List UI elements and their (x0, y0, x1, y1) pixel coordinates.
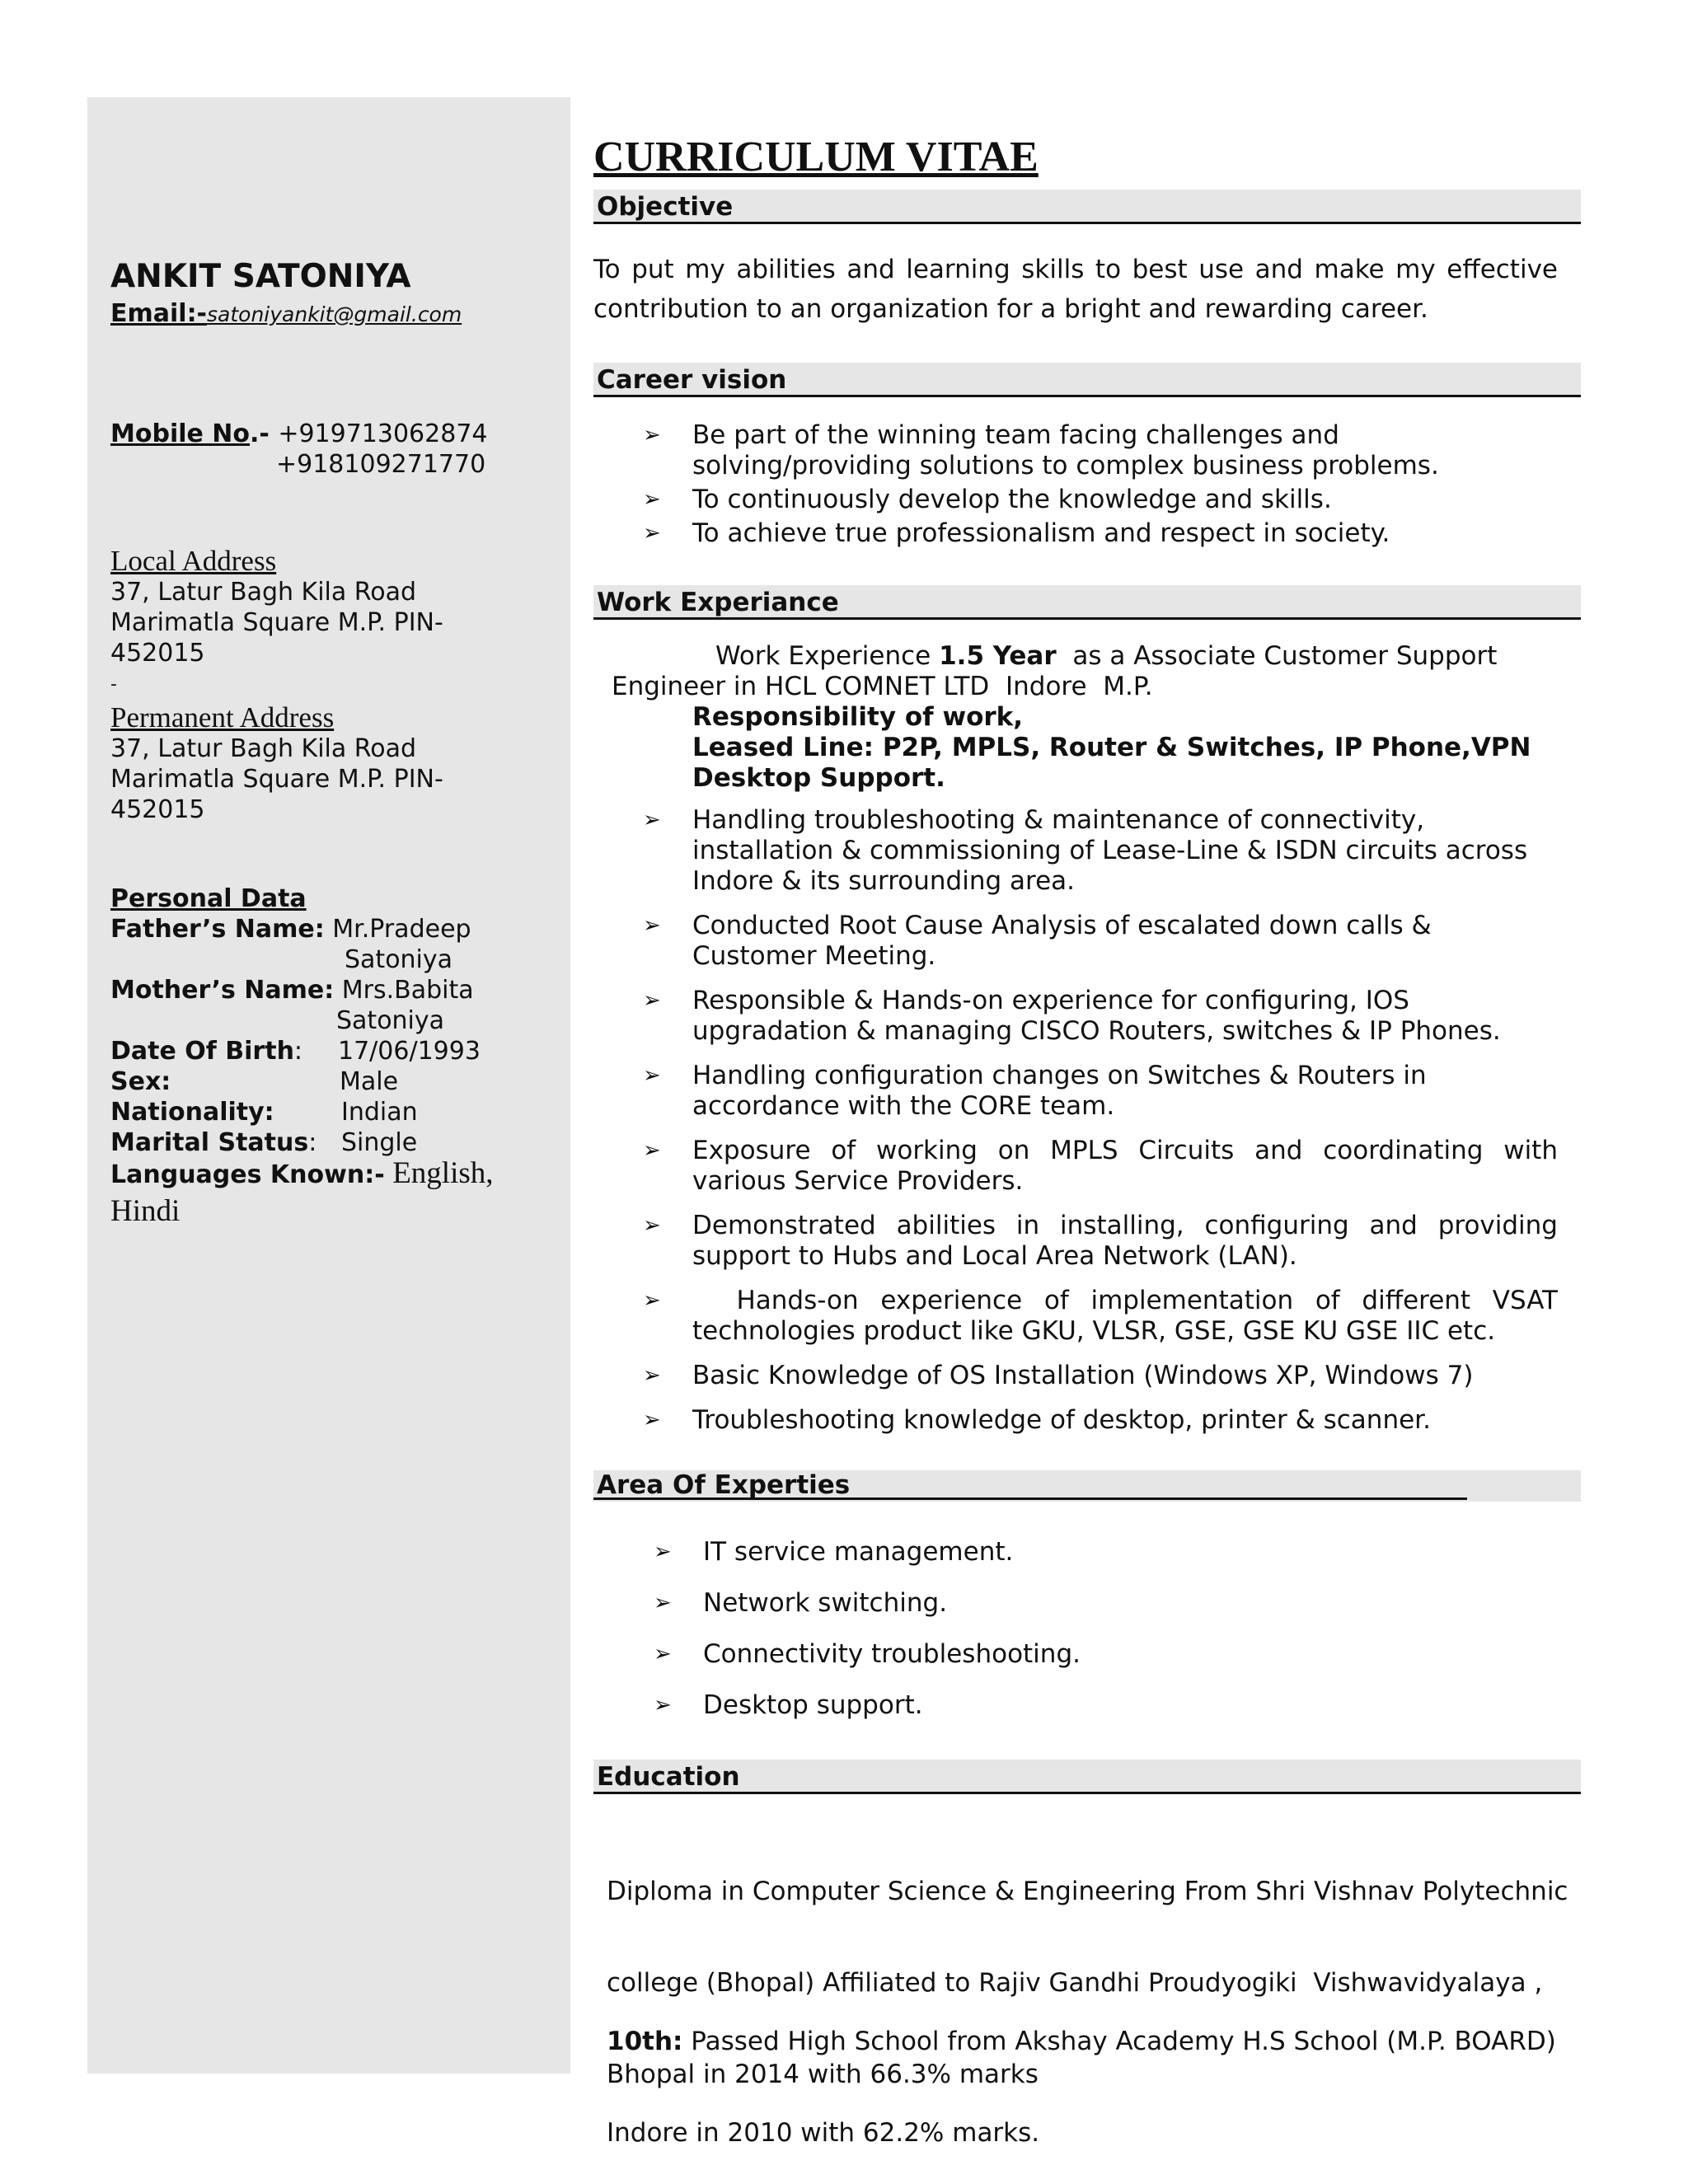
personal-data-heading: Personal Data (110, 884, 307, 913)
list-item-text: Handling configuration changes on Switches & Routers in accordance with the CORE team. (692, 1061, 1427, 1121)
list-item-text: Conducted Root Cause Analysis of escalated down calls & Customer Meeting. (692, 911, 1432, 971)
languages-label: Languages Known:- (110, 1160, 385, 1189)
list-item (643, 1286, 1566, 1347)
arrow-bullet-icon: ➢ (643, 988, 661, 1013)
fathers-name-row (110, 914, 471, 944)
arrow-bullet-icon: ➢ (643, 1213, 661, 1238)
education-line: Diploma in Computer Science & Engineering From Shri Vishnav Polytechnic (607, 1877, 1568, 1906)
permanent-address-line: 37, Latur Bagh Kila Road (110, 734, 417, 763)
list-item (643, 420, 1558, 481)
permanent-address-line: Marimatla Square M.P. PIN- (110, 765, 443, 794)
local-address-line: 452015 (110, 639, 205, 668)
page-title: CURRICULUM VITAE (593, 134, 1039, 180)
list-item (643, 805, 1558, 897)
list-item (643, 1405, 1558, 1436)
arrow-bullet-icon: ➢ (643, 913, 661, 938)
email-value[interactable]: satoniyankit@gmail.com (207, 302, 462, 326)
list-item (643, 485, 1558, 515)
list-item (643, 911, 1558, 972)
list-item-text: Demonstrated abilities in installing, configuring and providing support to Hubs and Local Area Network (LAN). (692, 1211, 1558, 1271)
expertise-heading-wrap (593, 1470, 1467, 1500)
local-address-line: Marimatla Square M.P. PIN- (110, 608, 443, 637)
list-item-text: Responsible & Hands-on experience for configuring, IOS upgradation & managing CISCO Routers, switches & IP Phones. (692, 986, 1501, 1046)
work-intro-c: as a Associate Customer Support (1056, 641, 1498, 671)
mobile-block (110, 419, 488, 449)
education-line: Bhopal in 2014 with 66.3% marks (607, 2060, 1039, 2089)
objective-line: To put my abilities and learning skills to best use and make my effective (593, 255, 1558, 284)
arrow-bullet-icon: ➢ (643, 1408, 661, 1432)
email-line (110, 298, 462, 330)
list-item (643, 986, 1558, 1047)
languages-value-2: Hindi (110, 1194, 181, 1228)
mobile-number-1: +919713062874 (278, 419, 488, 448)
dob-row (110, 1036, 302, 1066)
education-line: college (Bhopal) Affiliated to Rajiv Gandhi Proudyogiki Vishwavidyalaya , (607, 1968, 1543, 1998)
responsibility-heading: Responsibility of work, (692, 702, 1024, 732)
arrow-bullet-icon: ➢ (643, 1288, 661, 1313)
marital-row (110, 1127, 316, 1158)
candidate-name: ANKIT SATONIYA (110, 258, 411, 295)
permanent-address-heading: Permanent Address (110, 701, 335, 733)
list-item-text: Connectivity troubleshooting. (703, 1639, 1081, 1669)
arrow-bullet-icon: ➢ (643, 1363, 661, 1388)
dob-label: Date Of Birth (110, 1037, 294, 1066)
list-item-text: Be part of the winning team facing challenges and solving/providing solutions to complex business problems. (692, 420, 1439, 480)
list-item (643, 1361, 1558, 1391)
mothers-name-value: Mrs.Babita (341, 976, 474, 1005)
marital-sep: : (308, 1128, 317, 1157)
mothers-name-value-2: Satoniya (336, 1006, 445, 1035)
objective-text (593, 250, 1558, 329)
arrow-bullet-icon: ➢ (643, 1138, 661, 1163)
mobile-sep: .- (250, 419, 279, 448)
career-vision-heading: Career vision (593, 363, 1581, 397)
arrow-bullet-icon: ➢ (654, 1591, 672, 1615)
arrow-bullet-icon: ➢ (643, 521, 661, 546)
list-item-text: To achieve true professionalism and respect in society. (692, 518, 1390, 548)
work-intro-line-2: Engineer in HCL COMNET LTD Indore M.P. (612, 672, 1153, 701)
sex-label: Sex: (110, 1067, 171, 1096)
list-item (654, 1639, 1568, 1670)
list-item-text: Network switching. (703, 1588, 948, 1618)
work-duration: 1.5 Year (939, 641, 1057, 671)
local-address-heading: Local Address (110, 545, 277, 577)
list-item (643, 1061, 1558, 1122)
arrow-bullet-icon: ➢ (654, 1642, 672, 1666)
arrow-bullet-icon: ➢ (654, 1540, 672, 1564)
mobile-number-2: +918109271770 (276, 450, 486, 479)
fathers-name-label: Father’s Name: (110, 915, 325, 944)
list-item-text: Basic Knowledge of OS Installation (Windows XP, Windows 7) (692, 1361, 1474, 1390)
sex-value: Male (340, 1067, 399, 1096)
work-intro-a: Work Experience (715, 641, 940, 671)
expertise-heading: Area Of Experties (597, 1470, 851, 1500)
arrow-bullet-icon: ➢ (643, 808, 661, 832)
list-item-text: Desktop support. (703, 1690, 923, 1720)
list-item-text: Exposure of working on MPLS Circuits and coordinating with various Service Providers. (692, 1136, 1558, 1196)
list-item (654, 1588, 1568, 1619)
marital-label: Marital Status (110, 1128, 309, 1157)
arrow-bullet-icon: ➢ (654, 1693, 672, 1718)
list-item-text: Handling troubleshooting & maintenance of connectivity, installation & commissioning of Lease-Line & ISDN circuits across Indore & its surrounding area. (692, 805, 1528, 896)
arrow-bullet-icon: ➢ (643, 423, 661, 448)
responsibility-desktop: Desktop Support. (692, 763, 945, 793)
expertise-list (654, 1537, 1568, 1721)
objective-line: contribution to an organization for a bright and rewarding career. (593, 294, 1428, 324)
work-experience-heading: Work Experiance (593, 585, 1581, 620)
education-heading: Education (593, 1760, 1581, 1794)
list-item (654, 1537, 1568, 1568)
languages-value: English, (392, 1156, 494, 1190)
local-address-line: 37, Latur Bagh Kila Road (110, 578, 417, 607)
mothers-name-row (110, 975, 474, 1005)
dob-value: 17/06/1993 (338, 1037, 481, 1066)
marital-value: Single (341, 1128, 418, 1157)
email-label: Email:- (110, 299, 208, 328)
nationality-label: Nationality: (110, 1098, 274, 1127)
list-item (643, 1136, 1558, 1197)
dob-sep: : (293, 1037, 303, 1066)
objective-heading: Objective (593, 190, 1581, 224)
work-responsibility (692, 702, 1531, 794)
fathers-name-value-2: Satoniya (345, 945, 453, 974)
fathers-name-value: Mr.Pradeep (332, 915, 471, 944)
list-item-text: Troubleshooting knowledge of desktop, printer & scanner. (692, 1405, 1431, 1435)
permanent-address (110, 733, 443, 825)
nationality-value: Indian (341, 1098, 418, 1127)
career-vision-list (643, 420, 1558, 549)
local-address (110, 577, 443, 668)
work-intro (715, 641, 1497, 672)
arrow-bullet-icon: ➢ (643, 487, 661, 512)
list-item (643, 518, 1558, 549)
list-item (654, 1690, 1568, 1721)
education-line: Indore in 2010 with 62.2% marks. (607, 2118, 1040, 2148)
mobile-label: Mobile No (110, 419, 251, 448)
list-item-text: IT service management. (703, 1537, 1014, 1567)
tenth-label: 10th: (607, 2027, 683, 2056)
list-item-text: Hands-on experience of implementation of different VSAT technologies product like GKU, VLSR, GSE, GSE KU GSE IIC etc. (692, 1286, 1566, 1346)
dash-mark: - (110, 674, 117, 695)
list-item (643, 1211, 1558, 1272)
arrow-bullet-icon: ➢ (643, 1063, 661, 1088)
responsibility-leased-line: Leased Line: P2P, MPLS, Router & Switches, IP Phone,VPN (692, 733, 1531, 762)
tenth-text: Passed High School from Akshay Academy H.S School (M.P. BOARD) (682, 2027, 1556, 2056)
languages-row (110, 1155, 494, 1193)
mothers-name-label: Mother’s Name: (110, 976, 335, 1005)
list-item-text: To continuously develop the knowledge and skills. (692, 485, 1332, 514)
education-line (607, 2027, 1556, 2057)
work-duties-list (643, 805, 1566, 1436)
education-tenth (607, 1966, 1556, 2179)
permanent-address-line: 452015 (110, 795, 205, 824)
